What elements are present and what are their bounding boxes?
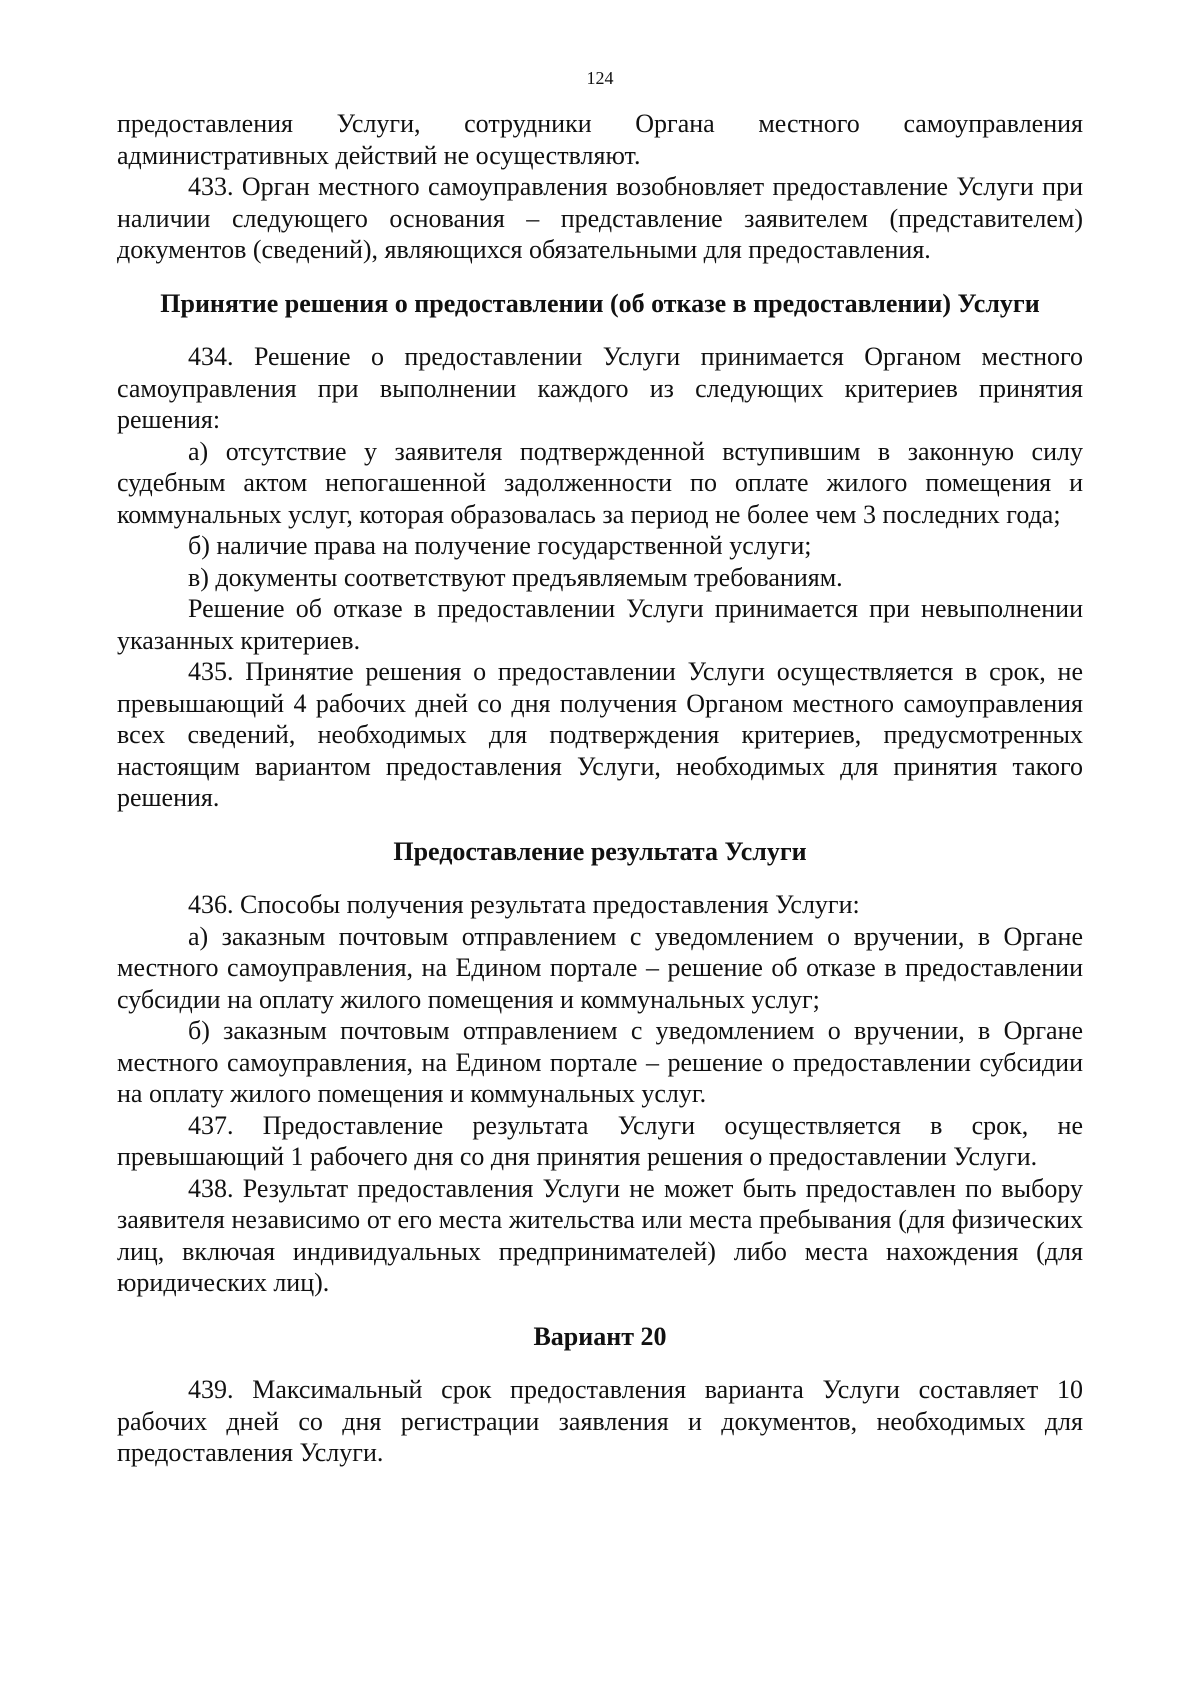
list-item-436-a: а) заказным почтовым отправлением с уведомлением о вручении, в Органе местного самоуправления, на Едином портале – решение об отказе в предоставлении субсидии на оплату жилого помещения и коммунальных услуг; bbox=[117, 921, 1083, 1014]
paragraph-439: 439. Максимальный срок предоставления варианта Услуги составляет 10 рабочих дней со дня регистрации заявления и документов, необходимых для предоставления Услуги. bbox=[117, 1375, 1083, 1467]
paragraph-436: 436. Способы получения результата предоставления Услуги: bbox=[188, 890, 860, 919]
paragraph-refusal: Решение об отказе в предоставлении Услуги принимается при невыполнении указанных критериев. bbox=[117, 594, 1083, 655]
section-heading-variant-20: Вариант 20 bbox=[533, 1321, 667, 1351]
list-item-c: в) документы соответствуют предъявляемым требованиям. bbox=[188, 562, 843, 592]
document-body bbox=[117, 108, 1083, 1469]
section-heading-result: Предоставление результата Услуги bbox=[393, 836, 807, 866]
paragraph-438: 438. Результат предоставления Услуги не может быть предоставлен по выбору заявителя независимо от его места жительства или места пребывания (для физических лиц, включая индивидуальных предпринимателей) либо места нахождения (для юридических лиц). bbox=[117, 1173, 1083, 1297]
paragraph-434: 434. Решение о предоставлении Услуги принимается Органом местного самоуправления при выполнении каждого из следующих критериев принятия решения: bbox=[117, 342, 1083, 434]
section-heading-decision: Принятие решения о предоставлении (об отказе в предоставлении) Услуги bbox=[160, 288, 1040, 318]
paragraph-435: 435. Принятие решения о предоставлении Услуги осуществляется в срок, не превышающий 4 рабочих дней со дня получения Органом местного самоуправления всех сведений, необходимых для подтверждения критериев, предусмотренных настоящим вариантом предоставления Услуги, необходимых для принятия такого решения. bbox=[117, 657, 1083, 812]
paragraph-continuation: предоставления Услуги, сотрудники Органа местного самоуправления административных действий не осуществляют. bbox=[117, 109, 1083, 170]
list-item-a: а) отсутствие у заявителя подтвержденной вступившим в законную силу судебным актом непогашенной задолженности по оплате жилого помещения и коммунальных услуг, которая образовалась за период не более чем 3 последних года; bbox=[117, 436, 1083, 529]
page-number: 124 bbox=[586, 68, 614, 88]
list-item-b: б) наличие права на получение государственной услуги; bbox=[188, 531, 812, 560]
paragraph-437: 437. Предоставление результата Услуги осуществляется в срок, не превышающий 1 рабочего дня со дня принятия решения о предоставлении Услуги. bbox=[117, 1110, 1083, 1171]
list-item-436-b: б) заказным почтовым отправлением с уведомлением о вручении, в Органе местного самоуправления, на Едином портале – решение о предоставлении субсидии на оплату жилого помещения и коммунальных услуг. bbox=[117, 1016, 1083, 1108]
paragraph-433: 433. Орган местного самоуправления возобновляет предоставление Услуги при наличии следующего основания – представление заявителем (представителем) документов (сведений), являющихся обязательными для предоставления. bbox=[117, 172, 1083, 264]
